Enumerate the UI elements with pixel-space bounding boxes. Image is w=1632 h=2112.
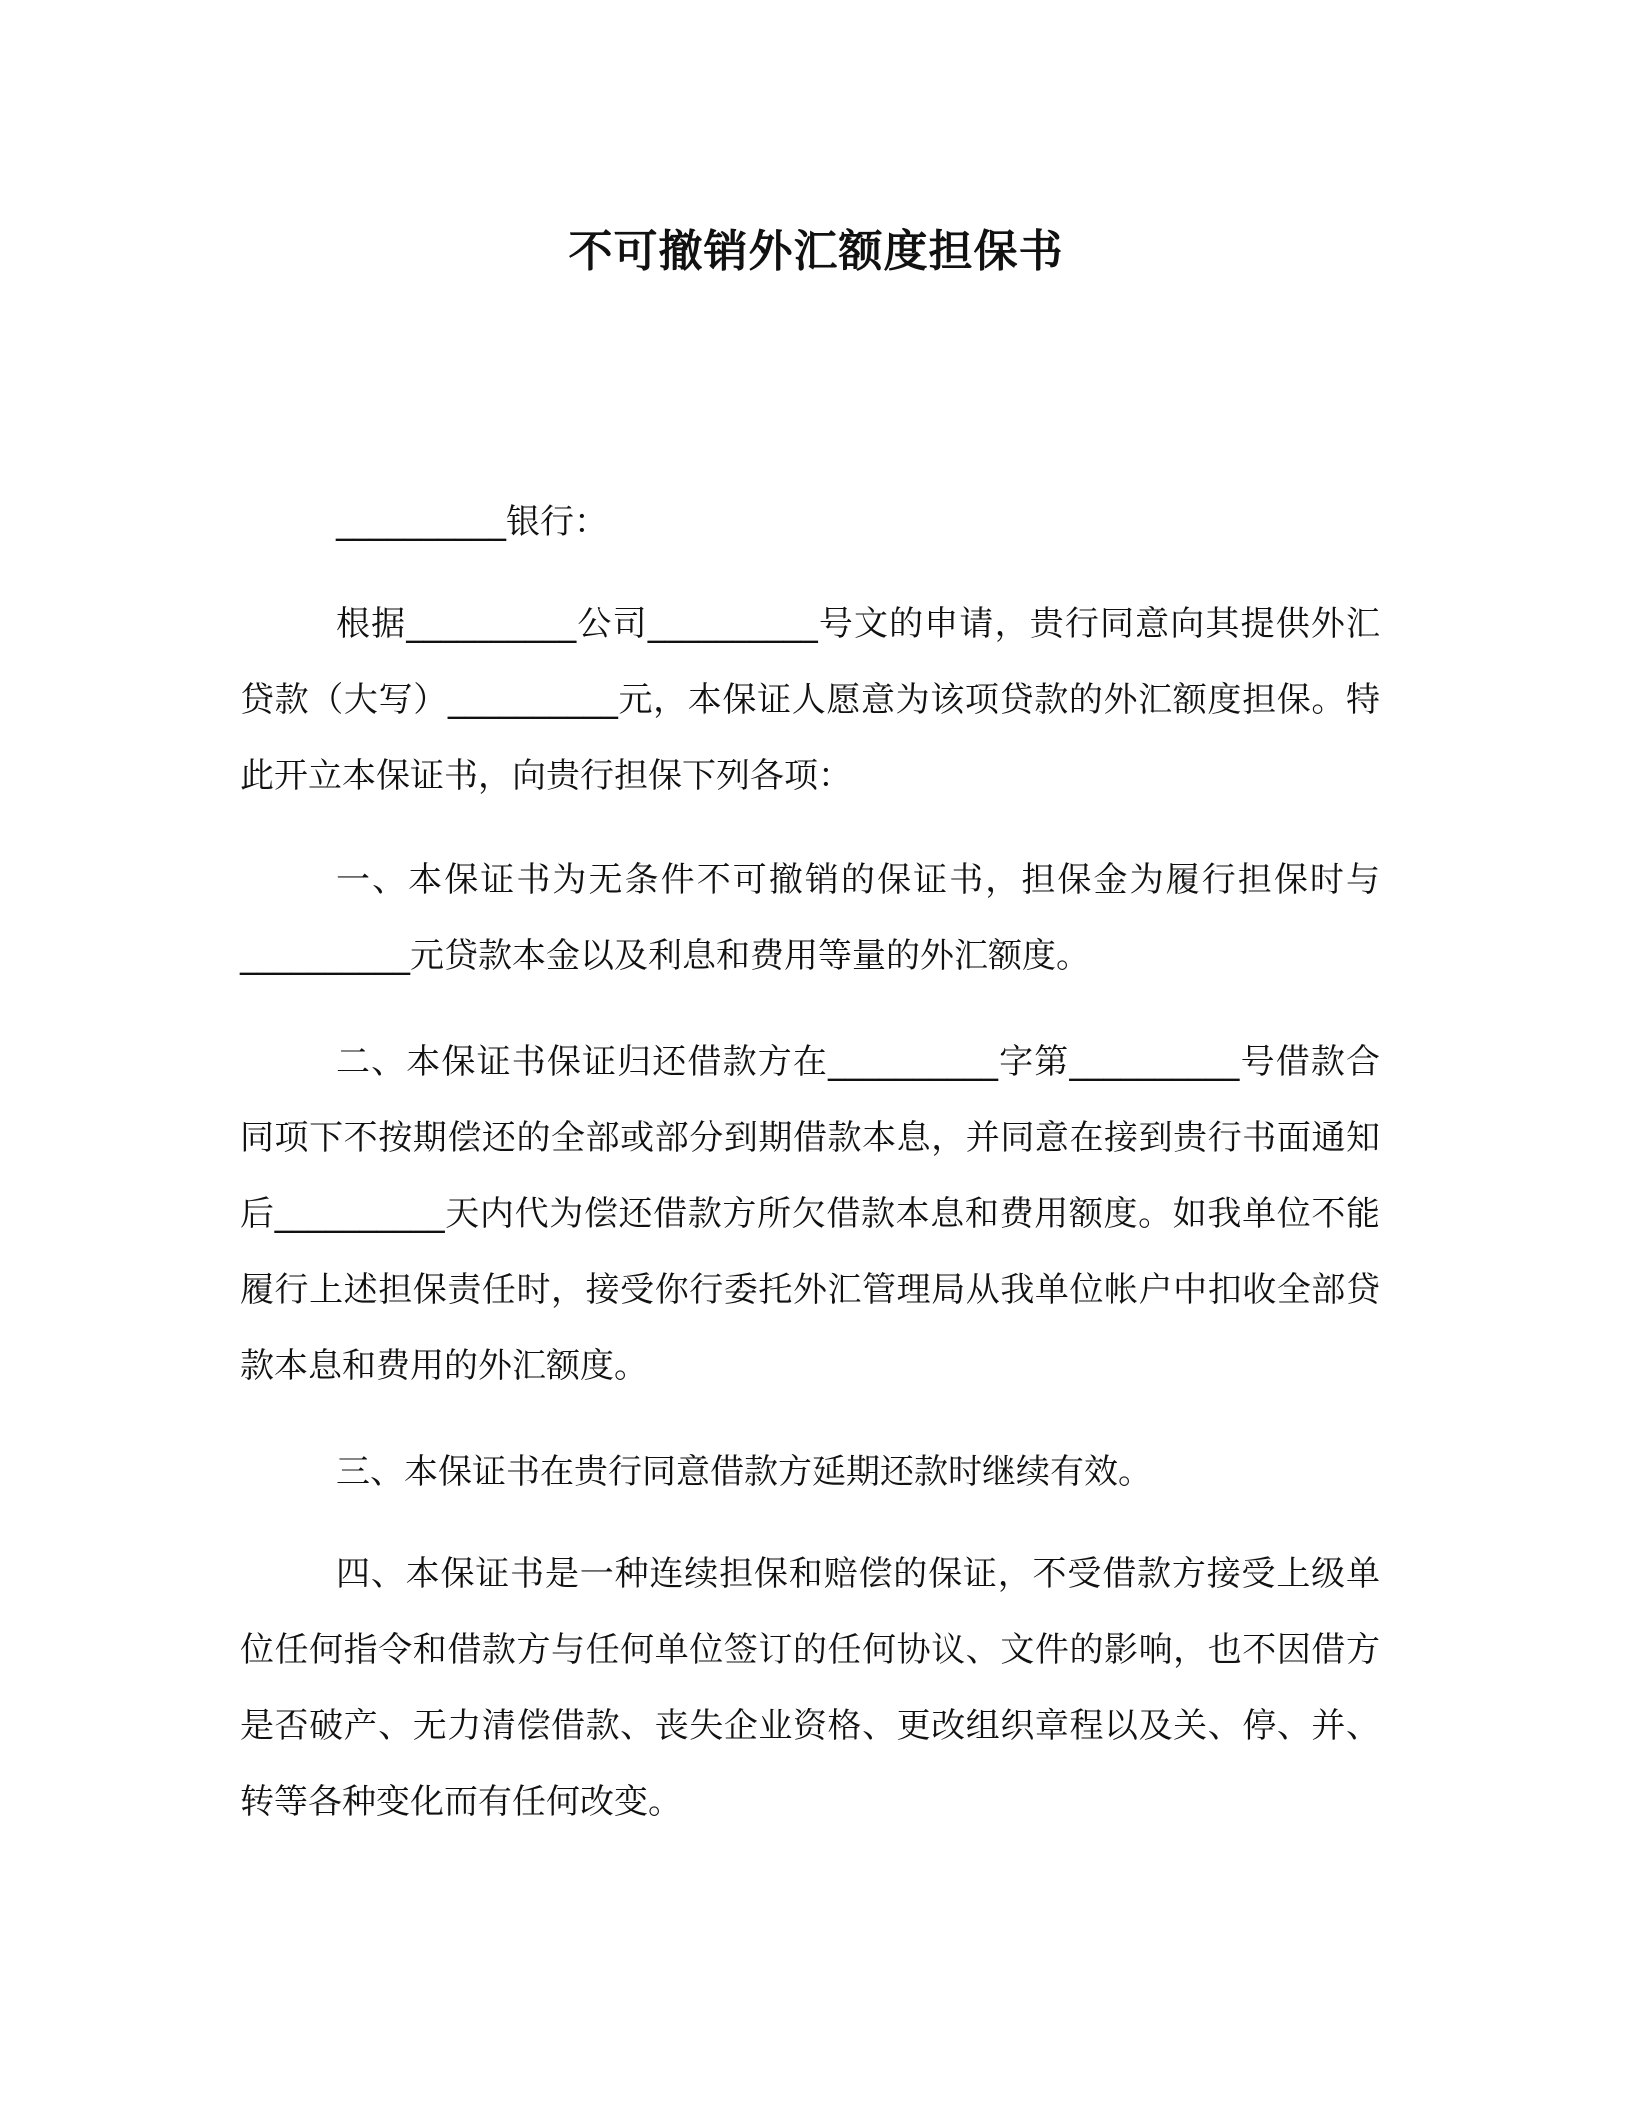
addressee-line: __________银行： bbox=[336, 502, 608, 542]
clause-3-paragraph: 三、本保证书在贵行同意借款方延期还款时继续有效。 bbox=[336, 1452, 1152, 1492]
clause-2-paragraph: 二、本保证书保证归还借款方在__________字第__________号借款合同项下不按期偿还的全部或部分到期借款本息，并同意在接到贵行书面通知后__________天内代为偿还借款方所欠借款本息和费用额度。如我单位不能履行上述担保责任时，接受你行委托外汇管理局从我单位帐户中扣收全部贷款本息和费用的外汇额度。 bbox=[240, 1042, 1380, 1386]
intro-paragraph: 根据__________公司__________号文的申请，贵行同意向其提供外汇贷款（大写）__________元，本保证人愿意为该项贷款的外汇额度担保。特此开立本保证书，向贵行担保下列各项： bbox=[240, 604, 1380, 796]
clause-4-paragraph: 四、本保证书是一种连续担保和赔偿的保证，不受借款方接受上级单位任何指令和借款方与任何单位签订的任何协议、文件的影响，也不因借方是否破产、无力清偿借款、丧失企业资格、更改组织章程以及关、停、并、转等各种变化而有任何改变。 bbox=[240, 1554, 1380, 1822]
clause-1-paragraph: 一、本保证书为无条件不可撤销的保证书，担保金为履行担保时与__________元贷款本金以及利息和费用等量的外汇额度。 bbox=[240, 860, 1380, 976]
document-title: 不可撤销外汇额度担保书 bbox=[568, 226, 1064, 277]
